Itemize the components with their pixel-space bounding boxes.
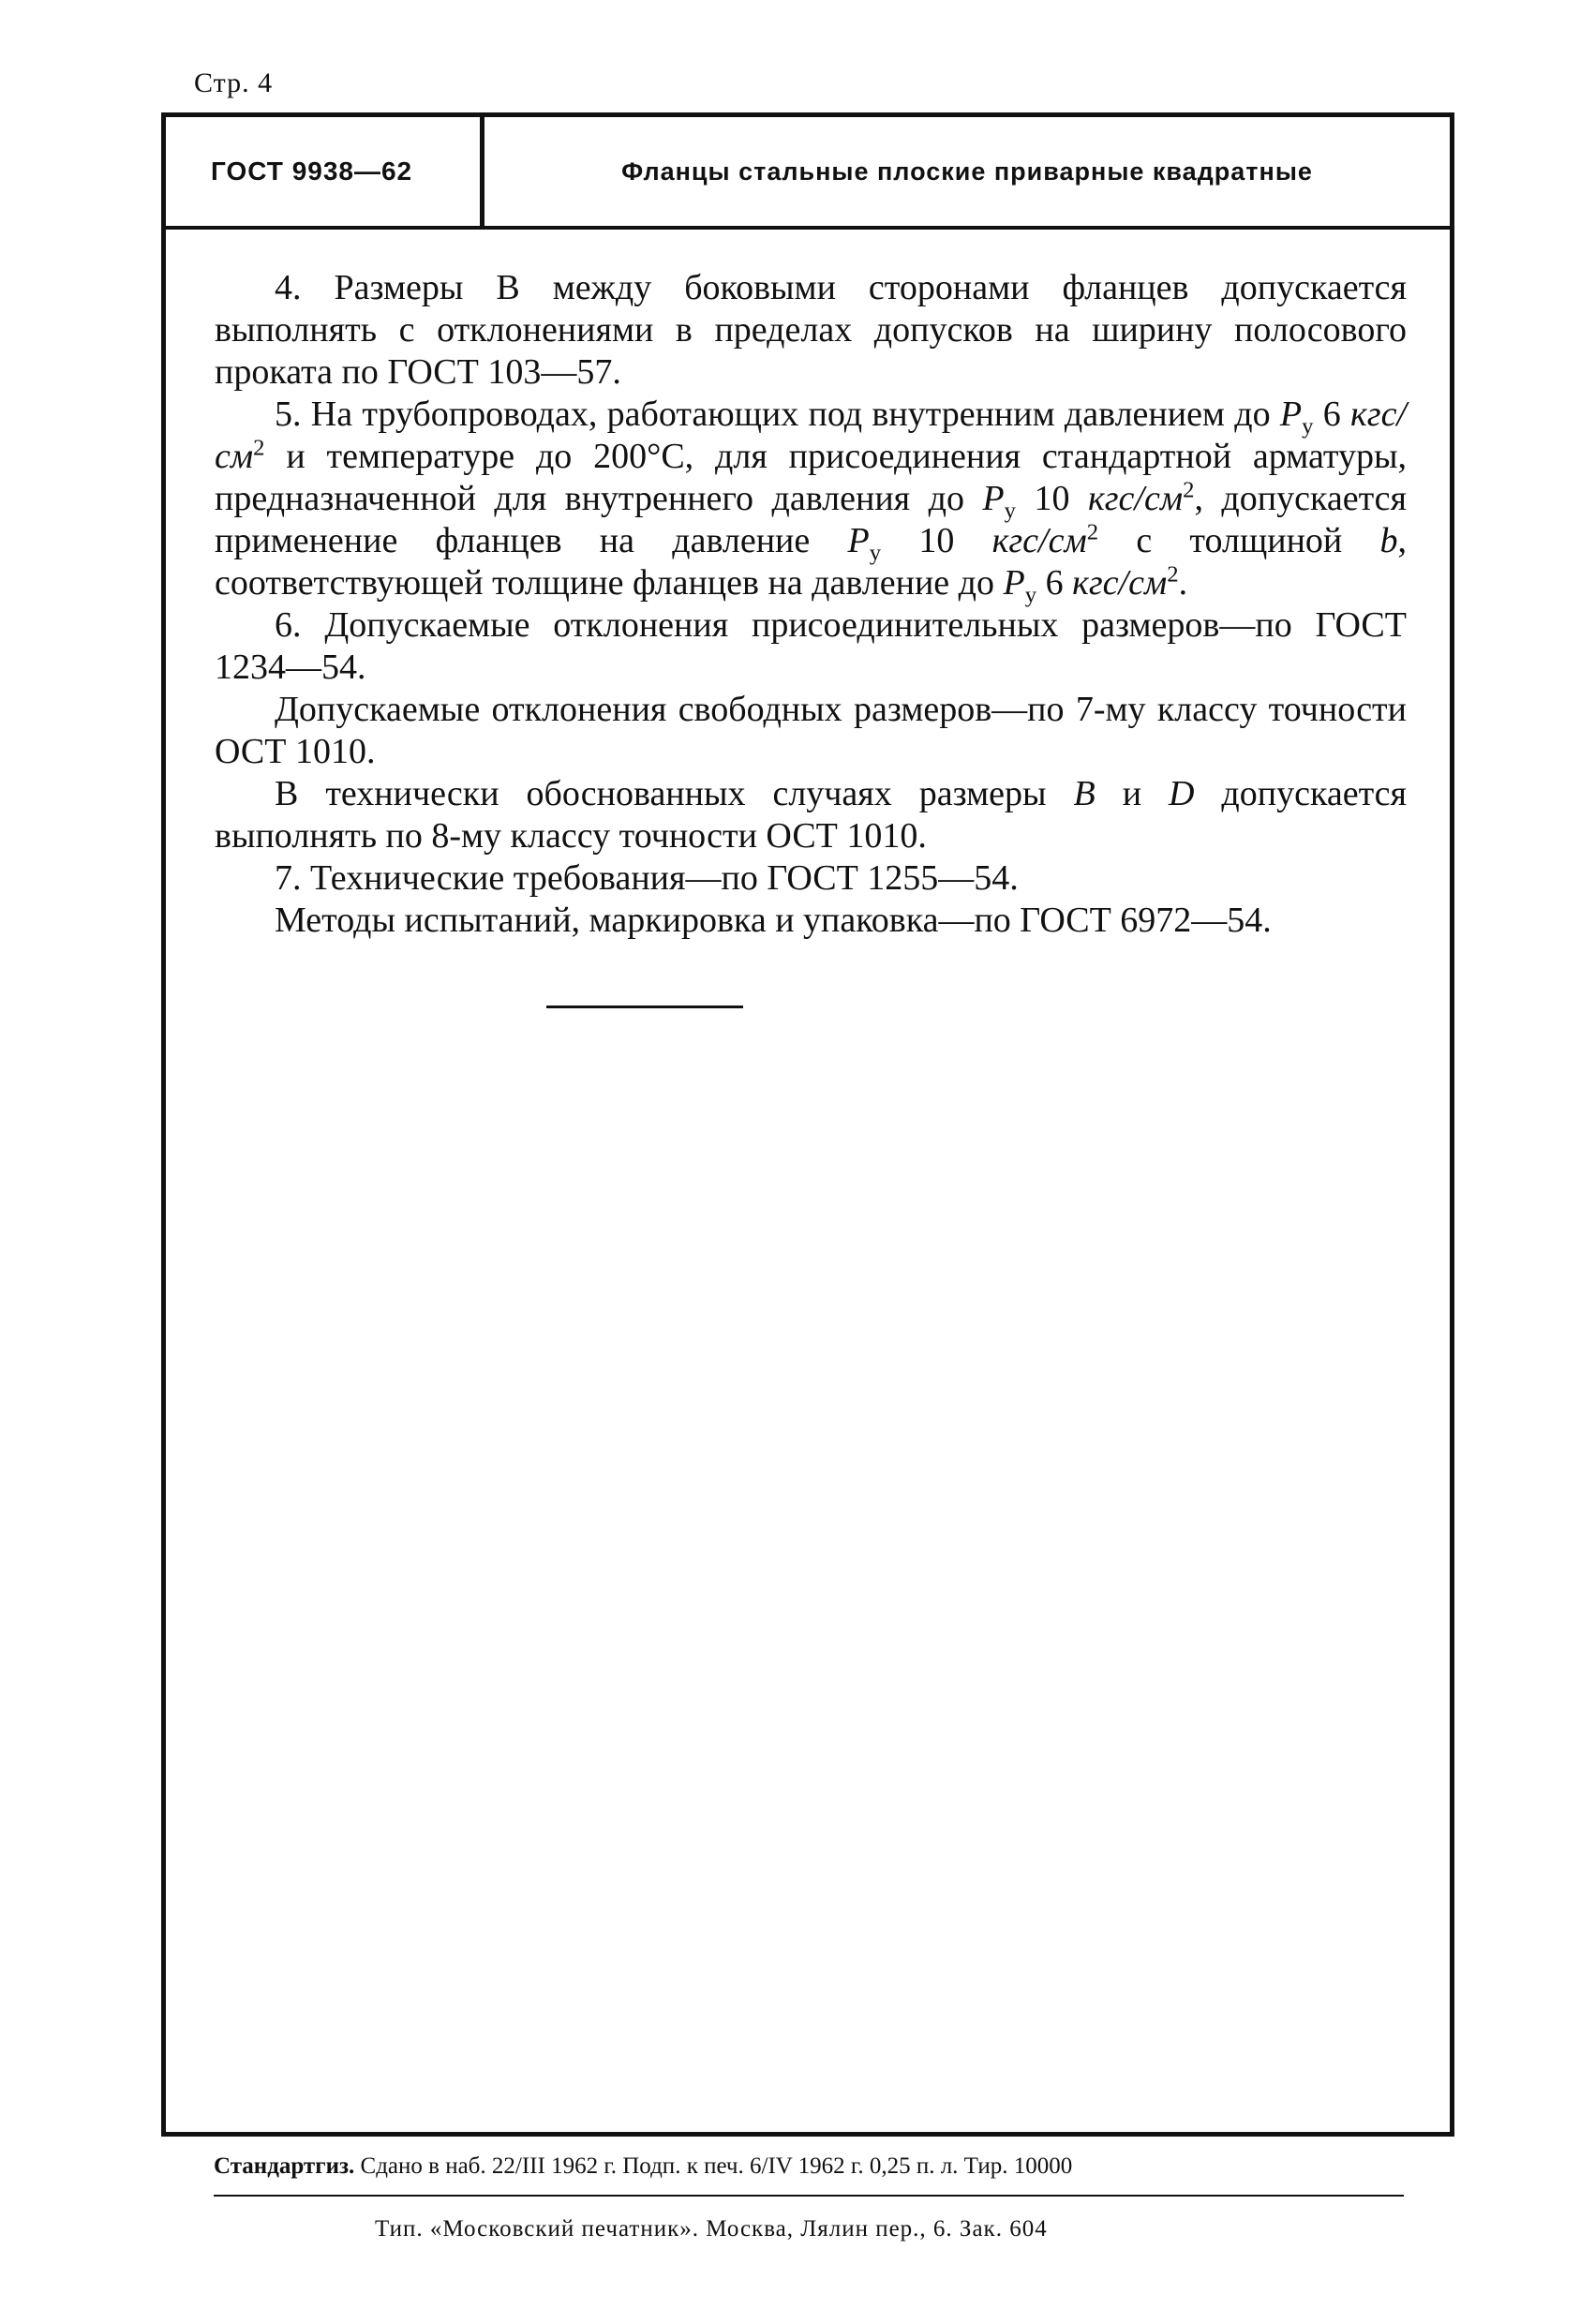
- paragraph-6a: 6. Допускаемые отклонения присоединительных размеров—по ГОСТ 1234—54.: [215, 605, 1407, 687]
- paragraph-6c: В технически обоснованных случаях размеры B и D допускается выполнять по 8-му классу точности ОСТ 1010.: [215, 774, 1407, 856]
- standard-code: ГОСТ 9938—62: [166, 117, 484, 226]
- page-frame: [161, 112, 1454, 2137]
- end-divider: [546, 1006, 743, 1008]
- paragraph-4: 4. Размеры B между боковыми сторонами фланцев допускается выполнять с отклонениями в пределах допусков на ширину полосового проката по ГОСТ 103—57.: [215, 268, 1407, 392]
- paragraph-5: 5. На трубопроводах, работающих под внутренним давлением до $P_у$ 6 кгс/$см^2$ и температуре до 200°C, для присоединения стандартной арматуры, предназначенной для внутреннего давления до $P_у$ 10 кгс/$см^2$, допускается применение фланцев на давление $P_у$ 10 кгс/$см^2$ с толщиной b, соответствующей толщине фланцев на давление до $P_у$ 6 кгс/$см^2$.: [215, 395, 1408, 608]
- paragraph-7a: 7. Технические требования—по ГОСТ 1255—54.: [275, 858, 1019, 898]
- header: [166, 117, 1450, 230]
- imprint-divider: [214, 2195, 1404, 2197]
- imprint-line-1: Стандартгиз. Сдано в наб. 22/III 1962 г. Подп. к печ. 6/IV 1962 г. 0,25 п. л. Тир. 10000: [214, 2153, 1073, 2179]
- body-text: [215, 267, 1407, 942]
- imprint-line-2: Тип. «Московский печатник». Москва, Лялин пер., 6. Зак. 604: [375, 2216, 1048, 2242]
- page-number: Стр. 4: [194, 67, 274, 98]
- standard-title: Фланцы стальные плоские приварные квадратные: [621, 156, 1313, 186]
- paragraph-7b: Методы испытаний, маркировка и упаковка—по ГОСТ 6972—54.: [275, 901, 1272, 940]
- paragraph-6b: Допускаемые отклонения свободных размеров—по 7-му классу точности ОСТ 1010.: [215, 690, 1407, 771]
